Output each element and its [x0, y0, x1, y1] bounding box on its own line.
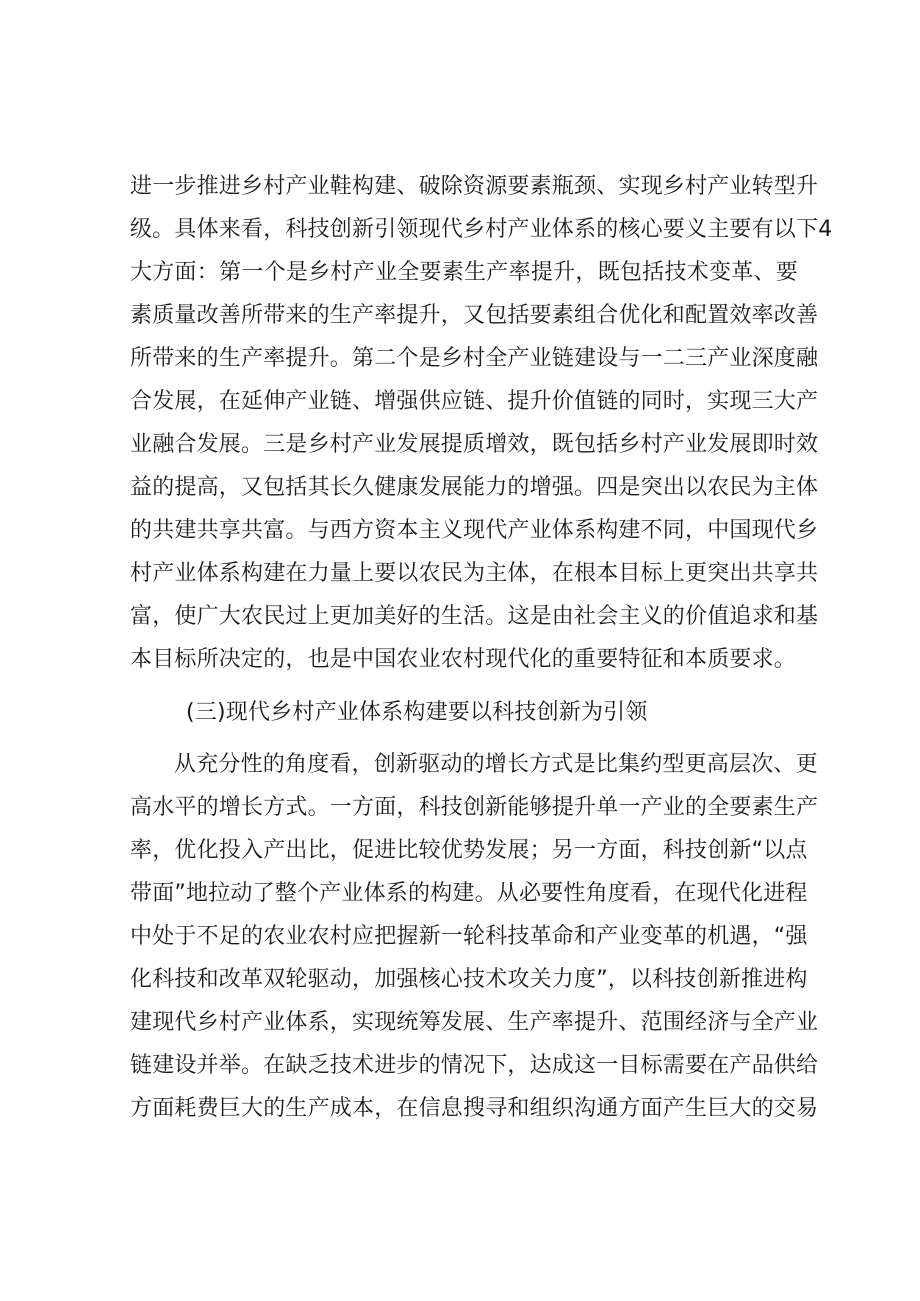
paragraph-line: 素质量改善所带来的生产率提升，又包括要素组合优化和配置效率改善 — [130, 303, 819, 328]
paragraph-line: 中处于不足的农业农村应把握新一轮科技革命和产业变革的机遇，“强 — [130, 924, 808, 949]
paragraph-line: 带面”地拉动了整个产业体系的构建。从必要性角度看，在现代化进程 — [130, 881, 808, 906]
paragraph-line: 大方面：第一个是乡村产业全要素生产率提升，既包括技术变革、要 — [130, 260, 798, 285]
section-heading: (三)现代乡村产业体系构建要以科技创新为引领 — [186, 700, 648, 725]
paragraph-line: 村产业体系构建在力量上要以农民为主体，在根本目标上更突出共享共 — [130, 561, 819, 586]
paragraph-line: 本目标所决定的，也是中国农业农村现代化的重要特征和本质要求。 — [130, 647, 797, 672]
paragraph-line: 建现代乡村产业体系，实现统筹发展、生产率提升、范围经济与全产业 — [130, 1010, 819, 1035]
paragraph-line: 级。具体来看，科技创新引领现代乡村产业体系的核心要义主要有以下4 — [130, 217, 833, 242]
paragraph-line: 合发展，在延伸产业链、增强供应链、提升价值链的同时，实现三大产 — [130, 389, 819, 414]
paragraph-line: 业融合发展。三是乡村产业发展提质增效，既包括乡村产业发展即时效 — [130, 432, 819, 457]
paragraph-line: 益的提高，又包括其长久健康发展能力的增强。四是突出以农民为主体 — [130, 475, 819, 500]
paragraph-line: 富，使广大农民过上更加美好的生活。这是由社会主义的价值追求和基 — [130, 604, 819, 629]
paragraph-line: 方面耗费巨大的生产成本，在信息搜寻和组织沟通方面产生巨大的交易 — [130, 1096, 819, 1121]
paragraph-line: 链建设并举。在缺乏技术进步的情况下，达成这一目标需要在产品供给 — [130, 1053, 819, 1078]
paragraph-line: 所带来的生产率提升。第二个是乡村全产业链建设与一二三产业深度融 — [130, 346, 819, 371]
paragraph-line: 率，优化投入产出比，促进比较优势发展；另一方面，科技创新“以点 — [130, 838, 808, 863]
paragraph-line: 化科技和改革双轮驱动，加强核心技术攻关力度”，以科技创新推进构 — [130, 967, 808, 992]
paragraph-line: 从充分性的角度看，创新驱动的增长方式是比集约型更高层次、更 — [174, 752, 818, 777]
paragraph-line: 高水平的增长方式。一方面，科技创新能够提升单一产业的全要素生产 — [130, 795, 819, 820]
paragraph-line: 的共建共享共富。与西方资本主义现代产业体系构建不同，中国现代乡 — [130, 518, 819, 543]
paragraph-line: 进一步推进乡村产业鞋构建、破除资源要素瓶颈、实现乡村产业转型升 — [130, 174, 819, 199]
